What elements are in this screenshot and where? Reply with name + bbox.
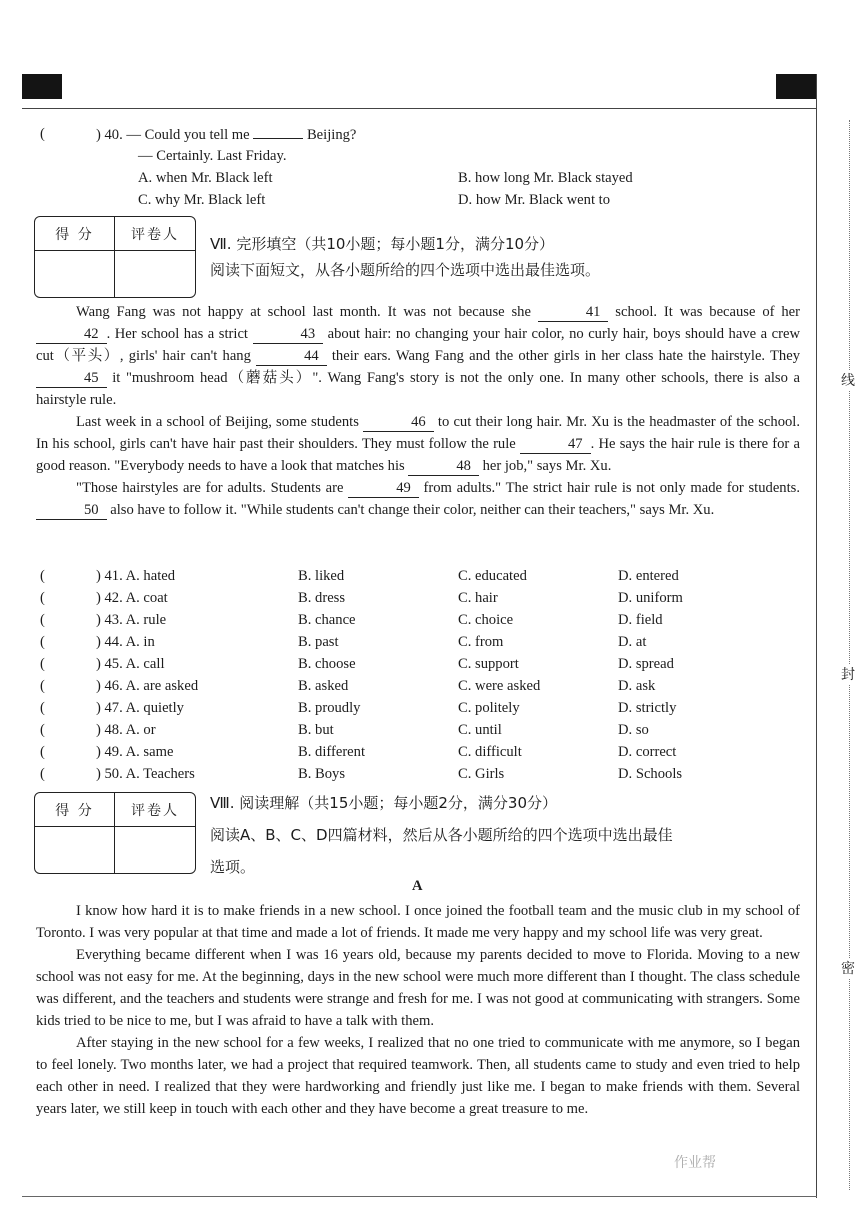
question-reply: — Certainly. Last Friday. xyxy=(138,148,287,164)
blank-48: 48 xyxy=(408,458,479,476)
answer-paren: ( xyxy=(40,126,45,142)
option-row: ( ) 48. A. or B. but C. until D. so xyxy=(40,722,649,738)
watermark: 作业帮 xyxy=(668,1146,813,1186)
option-c: C. why Mr. Black left xyxy=(138,192,266,208)
frame-right-rule xyxy=(816,74,817,1198)
passage-a-paragraph-1: I know how hard it is to make friends in a new school. I once joined the football team and the music club in my school of Toronto. I was very popular at that time and made a lot of friends. It made me very happy and my school life was very great. xyxy=(36,903,800,941)
binding-mark-line: 线 xyxy=(838,370,858,390)
passage-a-heading: A xyxy=(412,878,423,894)
frame-top-rule xyxy=(22,108,817,109)
grader-cell xyxy=(115,827,195,873)
score-box-section8 xyxy=(34,792,196,874)
option-row: ( ) 46. A. are asked B. asked C. were asked D. ask xyxy=(40,678,656,694)
blank-43: 43 xyxy=(253,326,324,344)
blank-42: 42 xyxy=(36,326,107,344)
binding-dotted-line xyxy=(849,120,850,1190)
option-row: ( ) 45. A. call B. choose C. support D. spread xyxy=(40,656,674,672)
score-box-section7 xyxy=(34,216,196,298)
option-row: ( ) 47. A. quietly B. proudly C. politely D. strictly xyxy=(40,700,677,716)
question-stem: ) 40. — Could you tell me Beijing? xyxy=(96,127,357,143)
section8-intro-line2: 选项。 xyxy=(210,858,256,876)
blank-45: 45 xyxy=(36,370,107,388)
cloze-paragraph-3: "Those hairstyles are for adults. Students are 49 from adults." The strict hair rule is not only made for students. 50 also have to follow it. "While students can't change their color, neither can their teachers," says Mr. Xu. xyxy=(36,477,800,521)
option-row: ( ) 42. A. coat B. dress C. hair D. uniform xyxy=(40,590,683,606)
passage-a xyxy=(36,900,800,1120)
score-cell xyxy=(35,827,115,873)
option-row: ( ) 41. A. hated B. liked C. educated D. entered xyxy=(40,568,679,584)
blank-50: 50 xyxy=(36,502,107,520)
registration-mark-right xyxy=(776,74,816,99)
grader-cell xyxy=(115,251,195,297)
option-row: ( ) 49. A. same B. different C. difficult D. correct xyxy=(40,744,677,760)
passage-a-paragraph-3: After staying in the new school for a few weeks, I realized that no one tried to communicate with me anymore, so I began to feel lonely. Two months later, we had a project that required teamwork. Then, all students came to study and even tried to help each other in need. I realized that they were hardworking and friendly just like me. I began to make friends with them. Several years later, we still keep in touch with each other and they have become a great treasure to me. xyxy=(36,1035,800,1117)
frame-bottom-rule xyxy=(22,1196,817,1197)
option-row: ( ) 50. A. Teachers B. Boys C. Girls D. Schools xyxy=(40,766,683,782)
section8-intro-line1: 阅读A、B、C、D四篇材料，然后从各小题所给的四个选项中选出最佳 xyxy=(210,826,673,844)
section7-intro: 阅读下面短文，从各小题所给的四个选项中选出最佳选项。 xyxy=(210,261,601,279)
passage-a-paragraph-2: Everything became different when I was 16 years old, because my parents decided to move to Florida. Moving to a new school was not easy for me. At the beginning, days in the new school were much more different than I thought. The class schedule was different, and the teachers and students were strange and fresh for me. I was not good at communicating with strangers. Some kids tried to be nice to me, but I was afraid to have a talk with them. xyxy=(36,947,800,1029)
registration-mark-left xyxy=(22,74,62,99)
option-d: D. how Mr. Black went to xyxy=(458,192,611,208)
binding-mark-secret: 密 xyxy=(838,958,858,978)
blank-44: 44 xyxy=(256,348,327,366)
section8-title: Ⅷ. 阅读理解（共15小题；每小题2分，满分30分） xyxy=(210,794,558,812)
cloze-paragraph-1: Wang Fang was not happy at school last month. It was not because she 41 school. It was because of her 42 . Her school has a strict 43 about hair: no changing your hair color, no curly hair, boys should have a crew cut（平头）, girls' hair can't hang 44 their ears. Wang Fang and the other girls in her class hate the hairstyle. They 45 it "mushroom head（蘑菇头）". Wang Fang's story is not the only one. In many other schools, there is also a hairstyle rule. xyxy=(36,304,800,408)
blank-41: 41 xyxy=(538,304,609,322)
binding-mark-seal: 封 xyxy=(838,664,858,684)
option-row: ( ) 44. A. in B. past C. from D. at xyxy=(40,634,647,650)
score-label: 得 分 xyxy=(35,217,115,251)
section7-title: Ⅶ. 完形填空（共10小题；每小题1分，满分10分） xyxy=(210,235,555,253)
option-b: B. how long Mr. Black stayed xyxy=(458,170,633,186)
option-row: ( ) 43. A. rule B. chance C. choice D. field xyxy=(40,612,663,628)
answer-blank xyxy=(253,126,303,139)
blank-46: 46 xyxy=(363,414,434,432)
option-a: A. when Mr. Black left xyxy=(138,170,273,186)
cloze-paragraph-2: Last week in a school of Beijing, some students 46 to cut their long hair. Mr. Xu is the headmaster of the school. In his school, girls can't have hair past their shoulders. They must follow the rule 47 . He says the hair rule is there for a good reason. "Everybody needs to have a look that matches his 48 her job," says Mr. Xu. xyxy=(36,414,800,474)
grader-label: 评卷人 xyxy=(115,217,195,251)
grader-label: 评卷人 xyxy=(115,793,195,827)
score-label: 得 分 xyxy=(35,793,115,827)
score-cell xyxy=(35,251,115,297)
cloze-passage xyxy=(36,301,800,521)
blank-47: 47 xyxy=(520,436,591,454)
blank-49: 49 xyxy=(348,480,419,498)
